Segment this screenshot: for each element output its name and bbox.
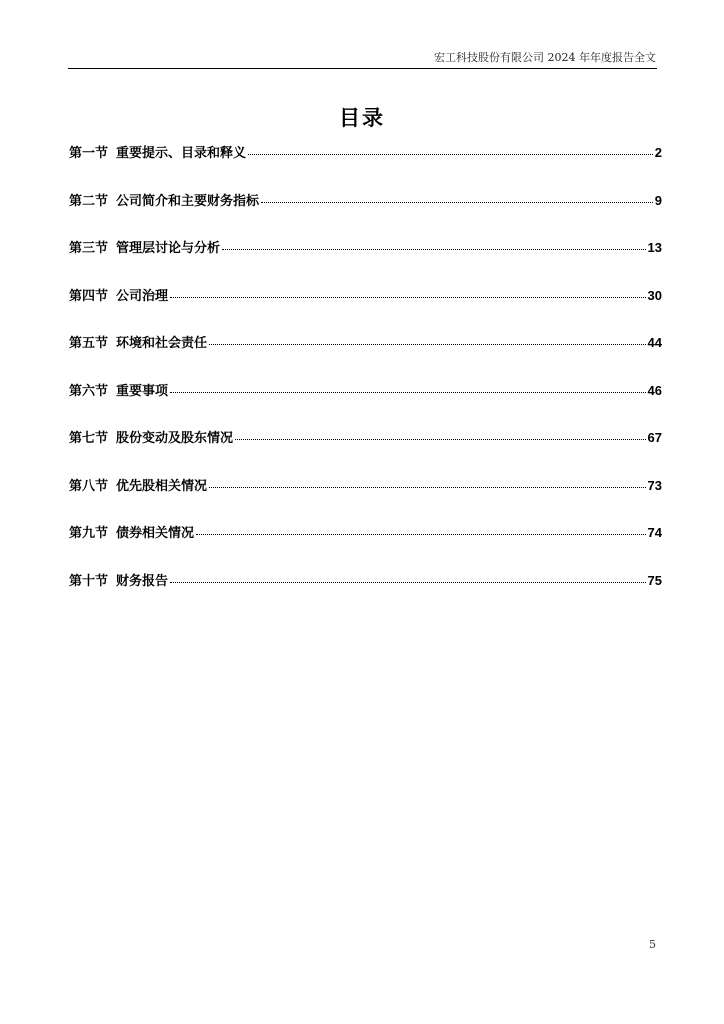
toc-section-number: 第七节: [69, 431, 109, 446]
toc-page-number: 46: [647, 382, 662, 398]
toc-entry[interactable]: [69, 570, 662, 618]
toc-section-number: 第二节: [69, 193, 109, 209]
toc-page-number: 75: [647, 572, 662, 588]
toc-dot-leader: [170, 392, 646, 393]
toc-section-title: 重要提示、目录和释义: [116, 146, 247, 161]
toc-section-title: 股份变动及股东情况: [116, 431, 234, 446]
toc-section-title: 公司简介和主要财务指标: [116, 193, 260, 209]
page-header: 宏工科技股份有限公司 2024 年年度报告全文: [434, 51, 656, 64]
toc-entry[interactable]: [69, 522, 662, 570]
toc-entry[interactable]: [69, 380, 662, 428]
toc-section-number: 第五节: [69, 336, 109, 351]
toc-page-number: 9: [654, 192, 662, 208]
page-title: 目录: [339, 106, 385, 130]
table-of-contents: [69, 142, 662, 617]
toc-entry[interactable]: [69, 285, 662, 333]
toc-section-title: 公司治理: [116, 288, 169, 304]
toc-dot-leader: [248, 154, 653, 155]
toc-dot-leader: [209, 487, 646, 488]
toc-page-number: 74: [647, 525, 662, 540]
toc-section-number: 第四节: [69, 288, 109, 304]
toc-page-number: 73: [647, 477, 662, 493]
toc-section-number: 第八节: [69, 478, 109, 494]
toc-page-number: 30: [647, 287, 662, 303]
toc-page-number: 2: [654, 145, 662, 160]
toc-page-number: 67: [647, 430, 662, 445]
toc-section-number: 第九节: [69, 526, 109, 541]
header-divider: [68, 68, 657, 69]
toc-entry[interactable]: [69, 237, 662, 285]
toc-section-number: 第十节: [69, 573, 109, 589]
toc-dot-leader: [170, 582, 646, 583]
toc-section-number: 第六节: [69, 383, 109, 399]
toc-dot-leader: [235, 439, 646, 440]
toc-entry[interactable]: [69, 475, 662, 523]
toc-section-title: 重要事项: [116, 383, 169, 399]
toc-dot-leader: [170, 297, 646, 298]
toc-section-title: 债券相关情况: [116, 526, 195, 541]
toc-dot-leader: [222, 249, 646, 250]
toc-dot-leader: [196, 534, 646, 535]
toc-entry[interactable]: [69, 332, 662, 380]
toc-section-number: 第一节: [69, 146, 109, 161]
page-number-footer: 5: [649, 938, 656, 951]
toc-entry[interactable]: [69, 142, 662, 190]
toc-section-title: 财务报告: [116, 573, 169, 589]
toc-page-number: 13: [647, 240, 662, 255]
toc-section-title: 优先股相关情况: [116, 478, 208, 494]
toc-section-title: 环境和社会责任: [116, 336, 208, 351]
toc-page-number: 44: [647, 335, 662, 350]
toc-section-number: 第三节: [69, 241, 109, 256]
toc-dot-leader: [209, 344, 646, 345]
toc-section-title: 管理层讨论与分析: [116, 241, 221, 256]
toc-dot-leader: [261, 202, 653, 203]
toc-entry[interactable]: [69, 427, 662, 475]
toc-entry[interactable]: [69, 190, 662, 238]
